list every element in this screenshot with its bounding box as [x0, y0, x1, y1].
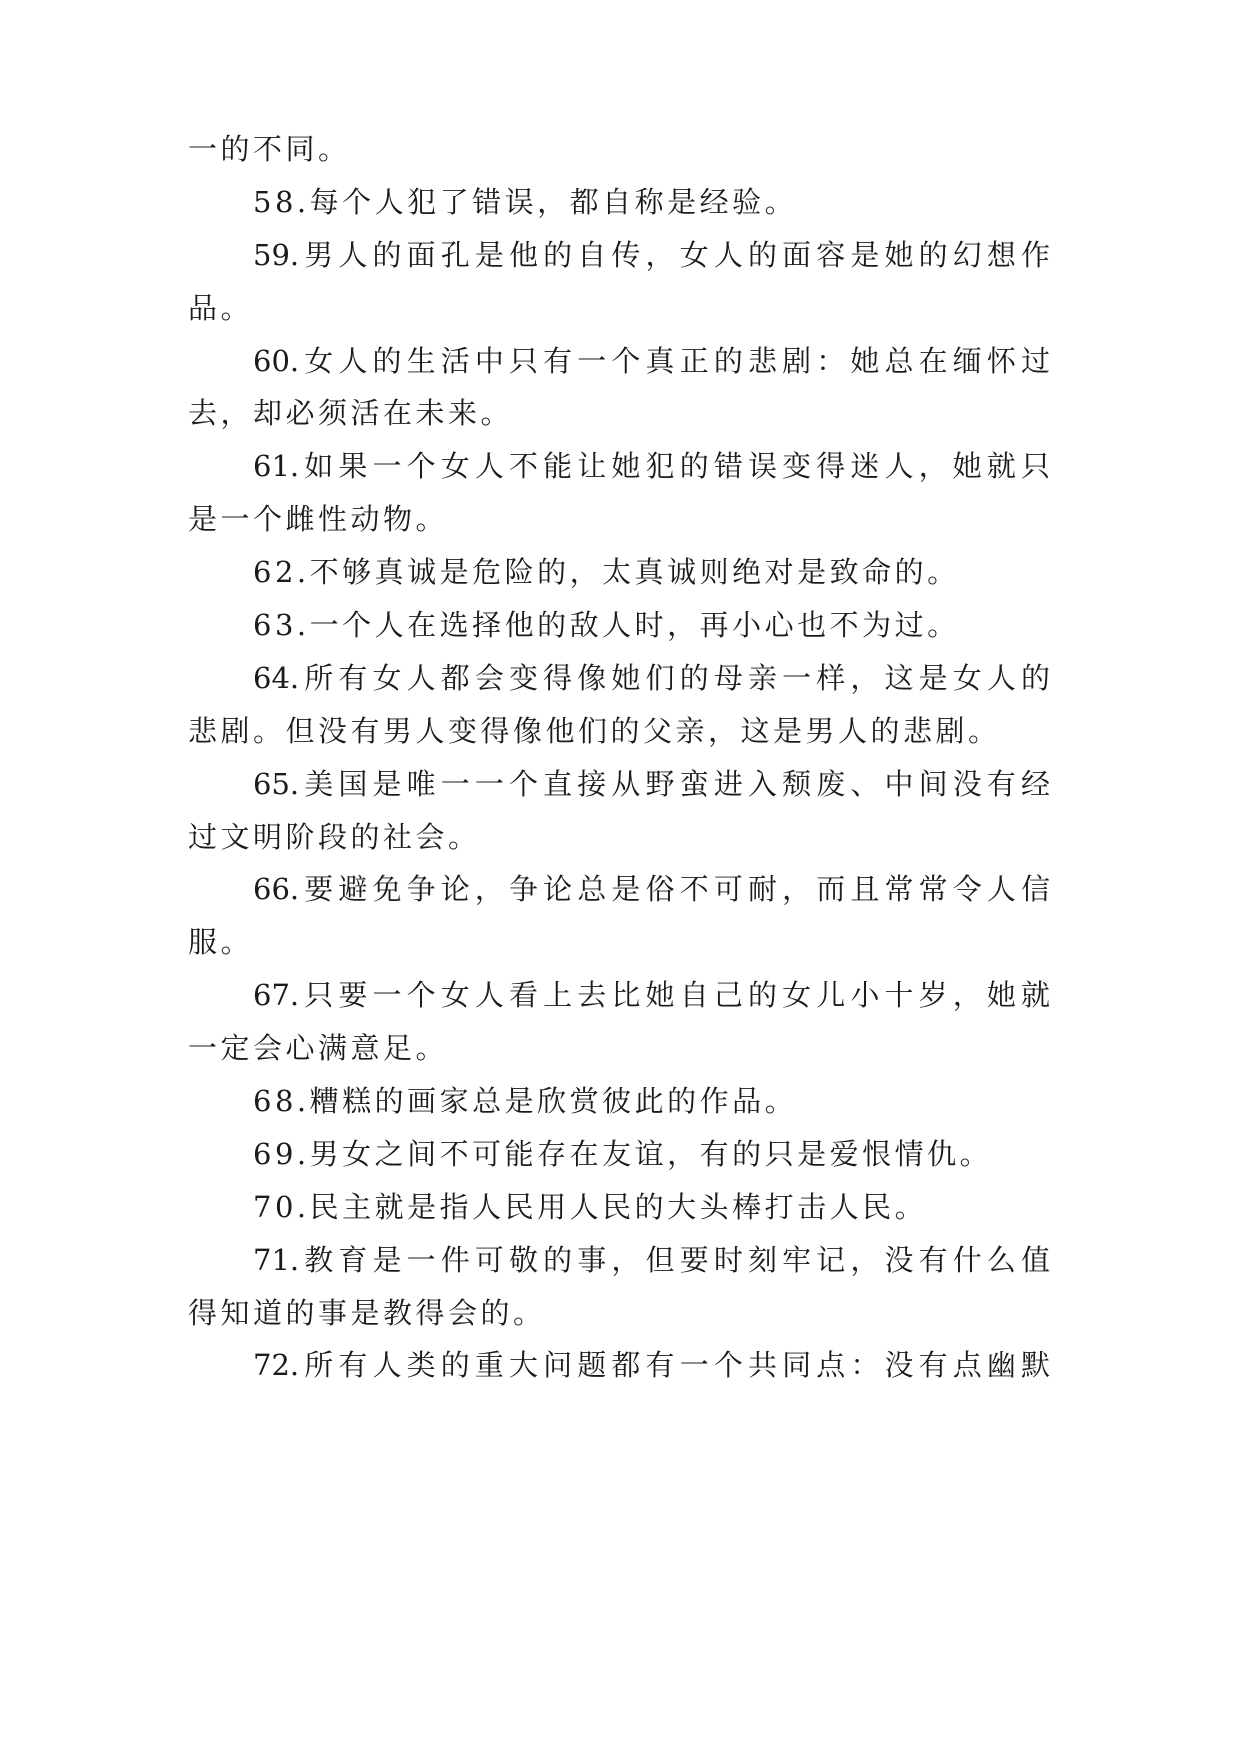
text-line: 62.不够真诚是危险的，太真诚则绝对是致命的。 [253, 555, 960, 590]
text-line: 63.一个人在选择他的敌人时，再小心也不为过。 [253, 608, 960, 643]
list-item [188, 1075, 1050, 1128]
text-line: 得知道的事是教得会的。 [188, 1295, 546, 1330]
list-item [188, 335, 1050, 441]
text-line: 是一个雌性动物。 [188, 502, 449, 537]
list-item [188, 863, 1050, 969]
text-line: 65.美国是唯一一个直接从野蛮进入颓废、中间没有经 [253, 766, 1050, 801]
text-line: 64.所有女人都会变得像她们的母亲一样，这是女人的 [253, 660, 1050, 695]
list-item [188, 546, 1050, 599]
text-line: 悲剧。但没有男人变得像他们的父亲，这是男人的悲剧。 [188, 713, 1001, 748]
list-item [188, 1128, 1050, 1181]
numbered-list [188, 176, 1050, 1392]
text-line: 59.男人的面孔是他的自传，女人的面容是她的幻想作 [253, 237, 1050, 272]
text-line: 去，却必须活在未来。 [188, 396, 514, 431]
text-line: 67.只要一个女人看上去比她自己的女儿小十岁，她就 [253, 978, 1050, 1013]
list-item [188, 1339, 1050, 1392]
text-line: 58.每个人犯了错误，都自称是经验。 [253, 184, 798, 219]
list-item [188, 1234, 1050, 1340]
text-line: 品。 [188, 290, 254, 325]
list-item [188, 652, 1050, 758]
text-line: 66.要避免争论，争论总是俗不可耐，而且常常令人信 [253, 872, 1050, 907]
continued-text-line: 一的不同。 [188, 132, 351, 166]
text-line: 72.所有人类的重大问题都有一个共同点：没有点幽默 [253, 1348, 1050, 1383]
text-line: 一定会心满意足。 [188, 1031, 449, 1066]
list-item [188, 758, 1050, 864]
text-line: 60.女人的生活中只有一个真正的悲剧：她总在缅怀过 [253, 343, 1050, 378]
list-item [188, 1181, 1050, 1234]
text-line: 70.民主就是指人民用人民的大头棒打击人民。 [253, 1189, 928, 1224]
text-line: 61.如果一个女人不能让她犯的错误变得迷人，她就只 [253, 449, 1050, 484]
list-item [188, 599, 1050, 652]
text-line: 68.糟糕的画家总是欣赏彼此的作品。 [253, 1084, 798, 1119]
list-item [188, 969, 1050, 1075]
list-item [188, 440, 1050, 546]
text-line: 71.教育是一件可敬的事，但要时刻牢记，没有什么值 [253, 1242, 1050, 1277]
list-item [188, 176, 1050, 229]
text-line: 服。 [188, 925, 254, 960]
text-line: 过文明阶段的社会。 [188, 819, 481, 854]
text-column [188, 123, 1050, 1392]
list-item [188, 229, 1050, 335]
text-line: 69.男女之间不可能存在友谊，有的只是爱恨情仇。 [253, 1136, 993, 1171]
